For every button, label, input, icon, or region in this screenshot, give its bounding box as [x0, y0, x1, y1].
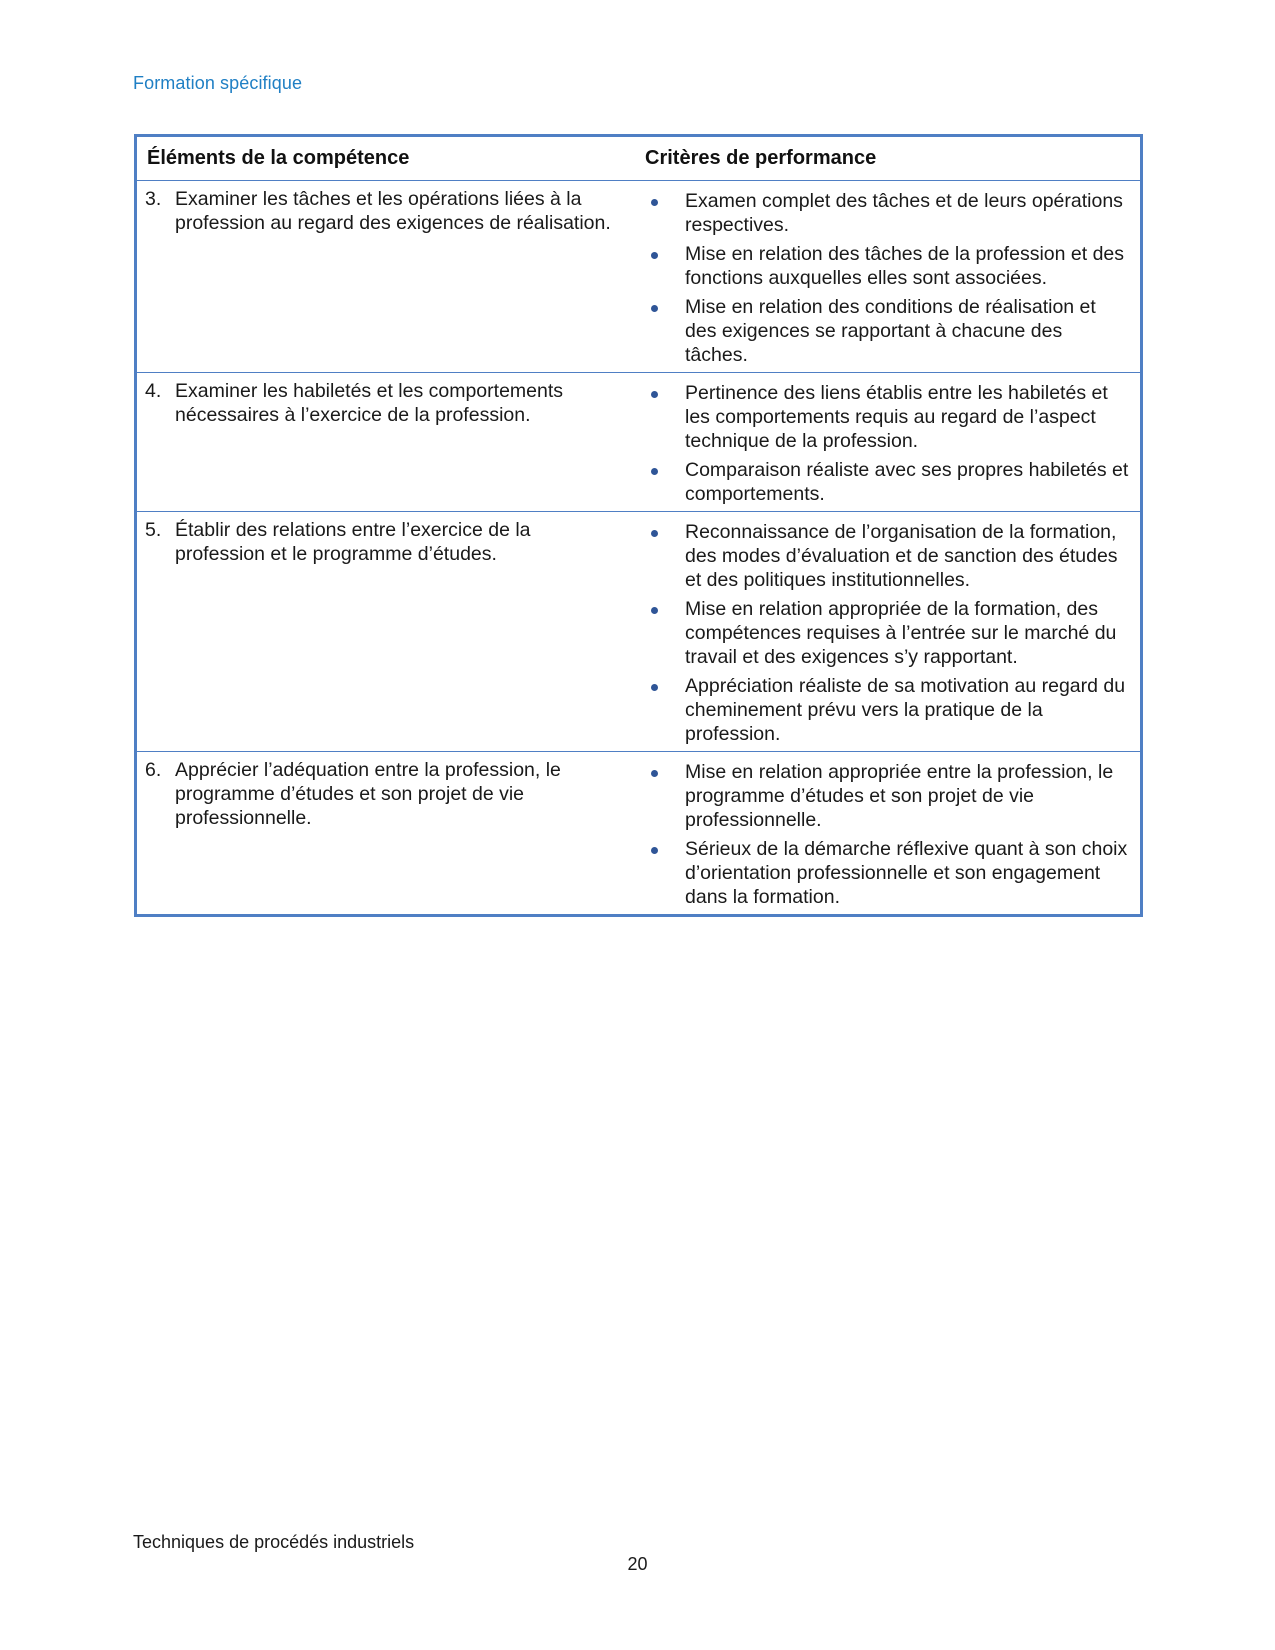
- criteria-cell: [637, 752, 1140, 915]
- column-header-elements: Éléments de la compétence: [137, 137, 637, 181]
- criterion-item: [645, 242, 1130, 290]
- element-cell: [137, 512, 637, 752]
- criterion-item: [645, 189, 1130, 237]
- footer-program-title: Techniques de procédés industriels: [133, 1532, 415, 1552]
- table-row: [137, 752, 1140, 915]
- table-row: [137, 512, 1140, 752]
- criterion-text: Examen complet des tâches et de leurs opérations respectives.: [685, 190, 1123, 236]
- element-text: Établir des relations entre l’exercice de la profession et le programme d’études.: [175, 519, 531, 565]
- table-row: [137, 373, 1140, 512]
- element-number: 4.: [145, 380, 162, 402]
- criterion-item: [645, 458, 1130, 506]
- criteria-cell: [637, 181, 1140, 373]
- bullet-icon: [645, 458, 685, 506]
- bullet-icon: [645, 189, 685, 237]
- page-number: 20: [627, 1554, 648, 1574]
- criterion-item: [645, 674, 1130, 746]
- criterion-text: Reconnaissance de l’organisation de la formation, des modes d’évaluation et de sanction des études et des politiques institutionnelles.: [685, 521, 1118, 591]
- criterion-item: [645, 381, 1130, 453]
- criteria-cell: [637, 373, 1140, 512]
- element-text: Examiner les habiletés et les comportements nécessaires à l’exercice de la profession.: [175, 380, 564, 426]
- table-row: [137, 181, 1140, 373]
- criterion-text: Pertinence des liens établis entre les habiletés et les comportements requis au regard de l’aspect technique de la profession.: [685, 382, 1108, 452]
- criterion-text: Appréciation réaliste de sa motivation au regard du cheminement prévu vers la pratique de la profession.: [685, 675, 1126, 745]
- competence-table: [134, 134, 1143, 917]
- criterion-item: [645, 295, 1130, 367]
- criterion-text: Mise en relation des tâches de la profession et des fonctions auxquelles elles sont associées.: [685, 243, 1125, 289]
- criterion-item: [645, 520, 1130, 592]
- criterion-item: [645, 837, 1130, 909]
- element-number: 5.: [145, 519, 162, 541]
- criterion-text: Sérieux de la démarche réflexive quant à son choix d’orientation professionnelle et son engagement dans la formation.: [685, 838, 1128, 908]
- column-header-criteria: Critères de performance: [637, 137, 1140, 181]
- bullet-icon: [645, 597, 685, 669]
- element-text: Apprécier l’adéquation entre la profession, le programme d’études et son projet de vie professionnelle.: [175, 759, 561, 829]
- bullet-icon: [645, 520, 685, 592]
- element-number: 3.: [145, 188, 162, 210]
- table-header-row: [137, 137, 1140, 181]
- element-cell: [137, 752, 637, 915]
- criterion-item: [645, 760, 1130, 832]
- element-text: Examiner les tâches et les opérations liées à la profession au regard des exigences de réalisation.: [175, 188, 611, 234]
- criteria-cell: [637, 512, 1140, 752]
- bullet-icon: [645, 381, 685, 453]
- bullet-icon: [645, 242, 685, 290]
- bullet-icon: [645, 837, 685, 909]
- criterion-text: Comparaison réaliste avec ses propres habiletés et comportements.: [685, 459, 1129, 505]
- element-cell: [137, 181, 637, 373]
- element-number: 6.: [145, 759, 162, 781]
- criterion-text: Mise en relation des conditions de réalisation et des exigences se rapportant à chacune des tâches.: [685, 296, 1096, 366]
- criterion-text: Mise en relation appropriée de la formation, des compétences requises à l’entrée sur le marché du travail et des exigences s’y rapportant.: [685, 598, 1117, 668]
- page-header-title: Formation spécifique: [133, 73, 303, 93]
- bullet-icon: [645, 674, 685, 746]
- element-cell: [137, 373, 637, 512]
- criterion-item: [645, 597, 1130, 669]
- bullet-icon: [645, 760, 685, 832]
- criterion-text: Mise en relation appropriée entre la profession, le programme d’études et son projet de vie professionnelle.: [685, 761, 1114, 831]
- bullet-icon: [645, 295, 685, 367]
